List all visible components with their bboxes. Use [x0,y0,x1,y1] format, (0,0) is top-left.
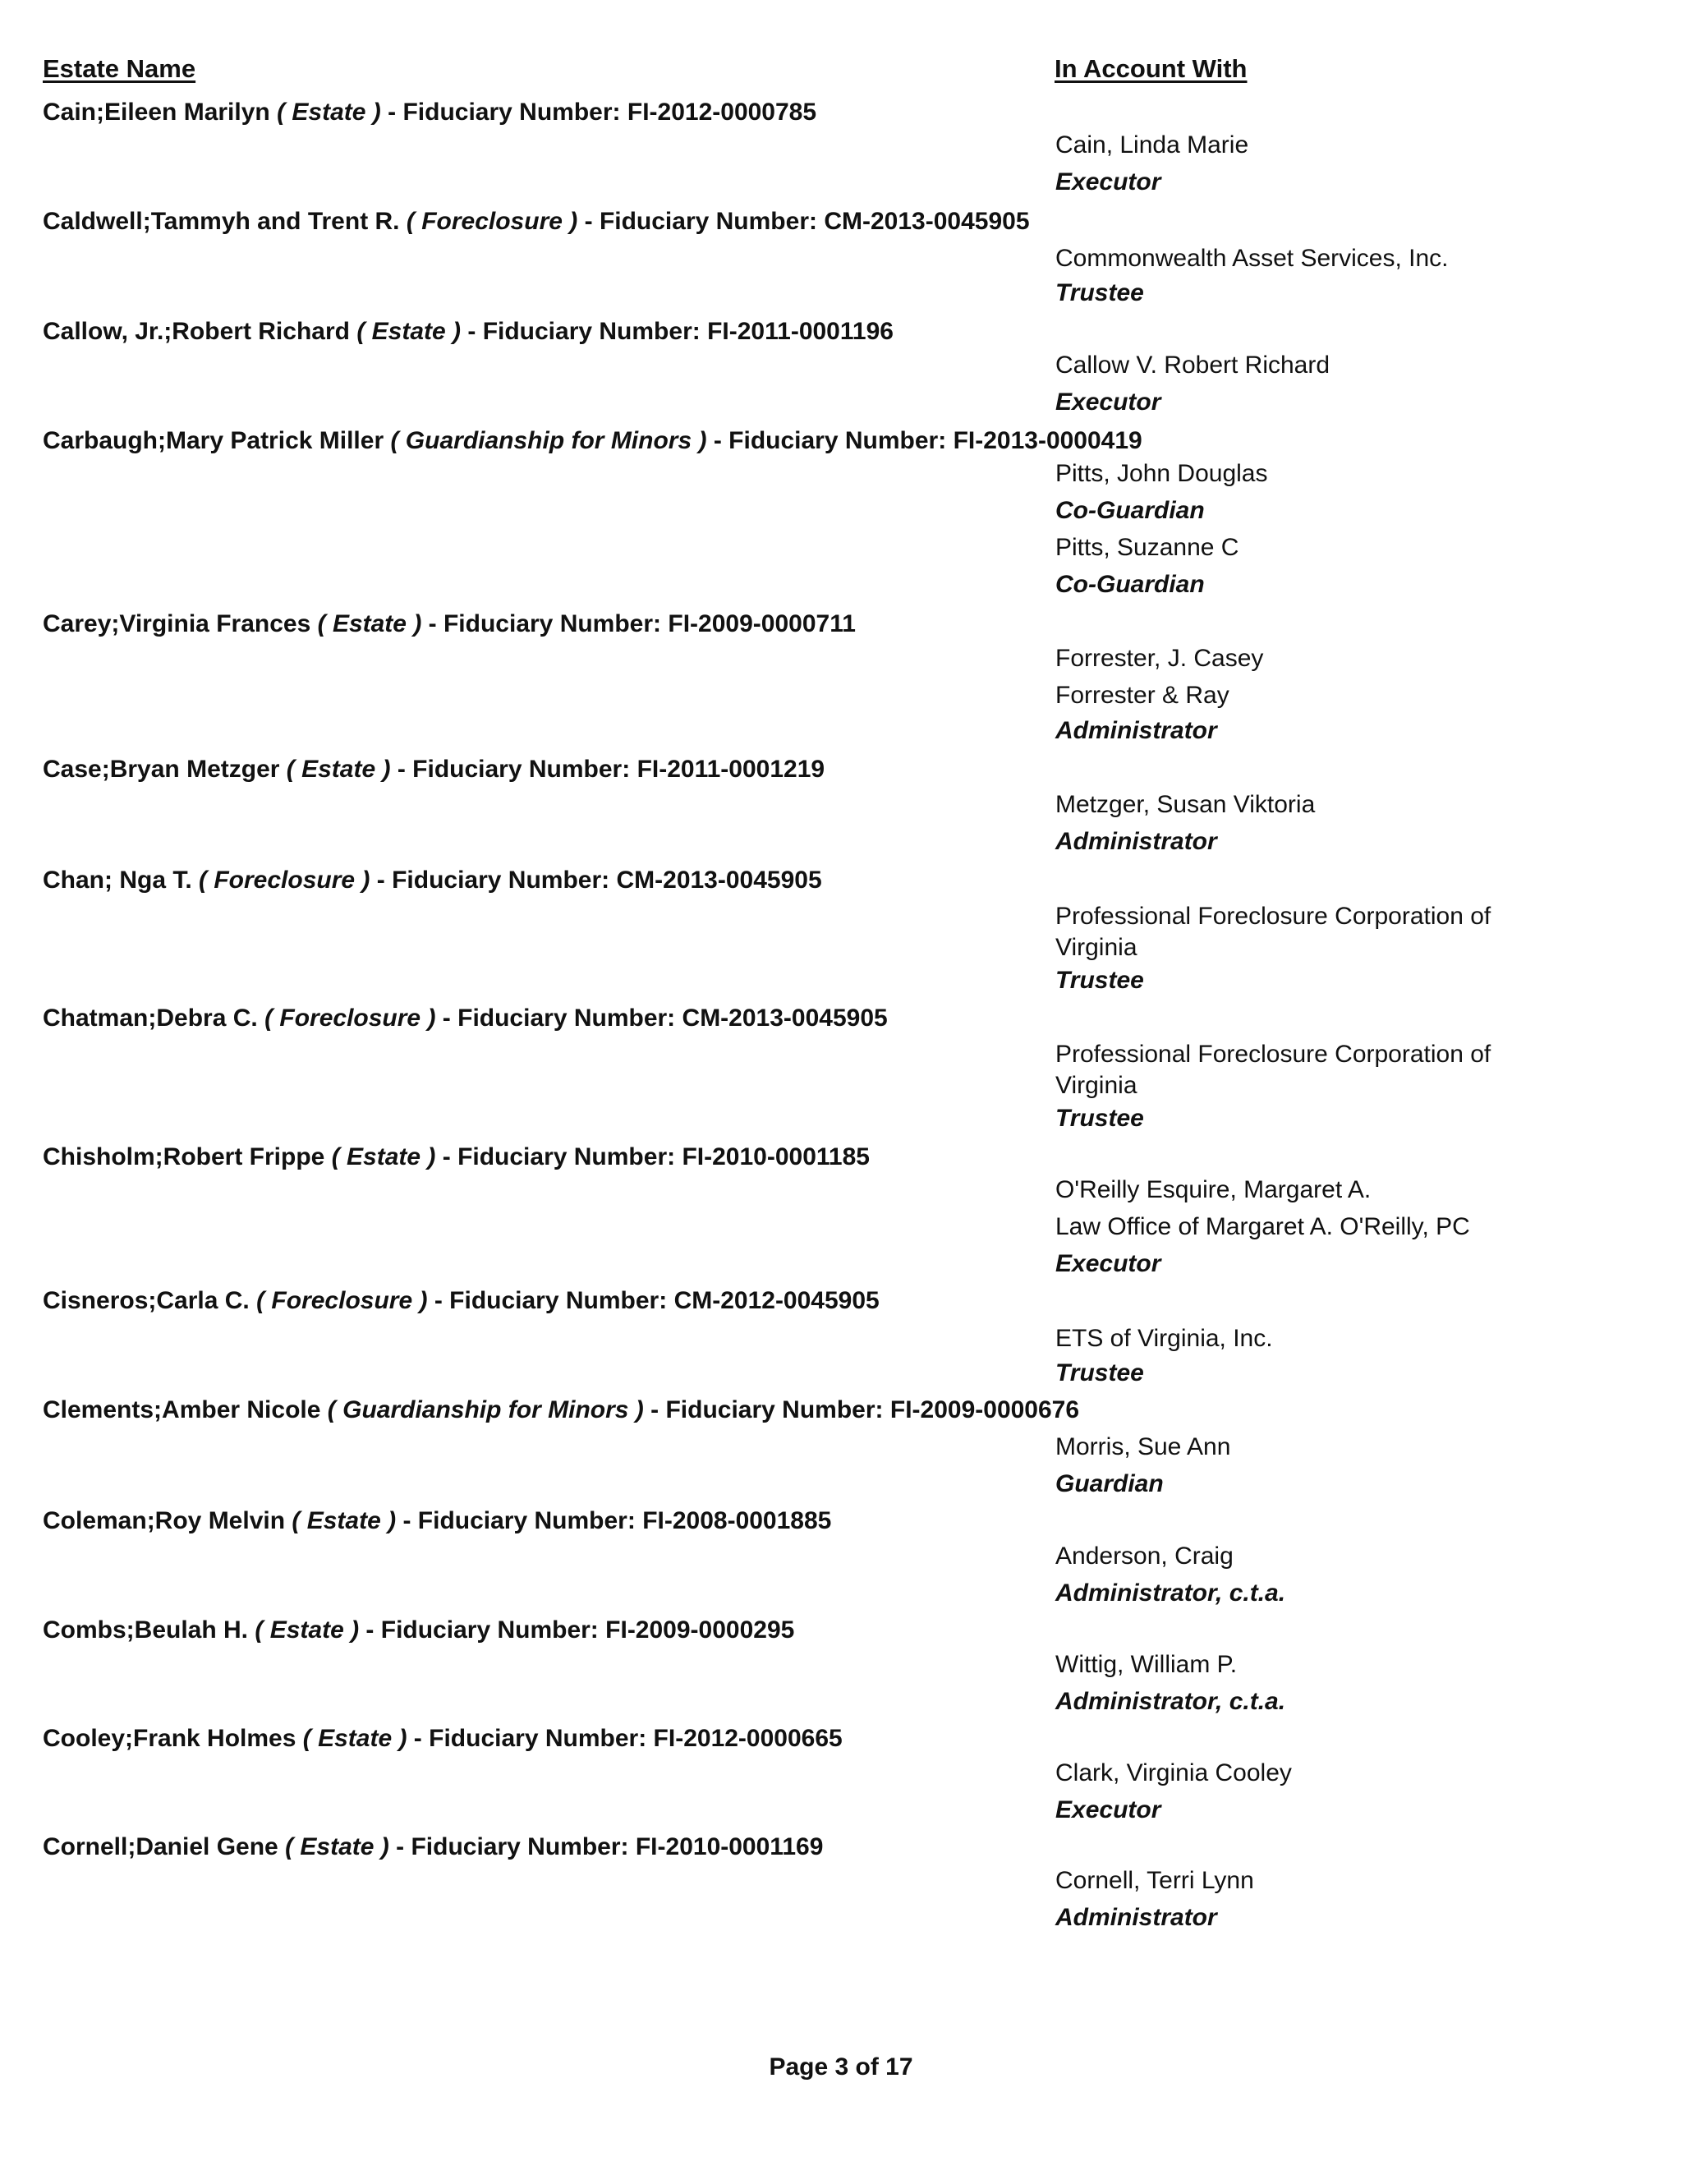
fiduciary-role: Executor [1055,1796,1161,1823]
fiduciary-number: FI-2009-0000676 [889,1396,1080,1423]
entry-line: Clements;Amber Nicole ( Guardianship for Minors ) - Fiduciary Number: FI-2009-0000676 [43,1396,1080,1423]
entry-line: Chatman;Debra C. ( Foreclosure ) - Fiduciary Number: CM-2013-0045905 [43,1005,888,1032]
entry-line: Carbaugh;Mary Patrick Miller ( Guardianship for Minors ) - Fiduciary Number: FI-2013-0000419 [43,427,1142,454]
fiduciary-number: FI-2009-0000295 [605,1616,795,1644]
entry-line: Cain;Eileen Marilyn ( Estate ) - Fiduciary Number: FI-2012-0000785 [43,99,817,126]
estate-type: ( Estate ) [285,1833,389,1860]
account-holder: Forrester, J. Casey [1055,645,1264,672]
fiduciary-label: Fiduciary Number: [443,610,662,637]
fiduciary-label: Fiduciary Number: [417,1507,636,1534]
account-holder: O'Reilly Esquire, Margaret A. [1055,1176,1372,1203]
account-holder: Cain, Linda Marie [1055,131,1249,159]
estate-type: ( Estate ) [255,1616,360,1644]
entry-line: Cornell;Daniel Gene ( Estate ) - Fiduciary Number: FI-2010-0001169 [43,1833,824,1860]
fiduciary-role: Executor [1055,389,1161,416]
fiduciary-number: FI-2011-0001196 [707,318,894,345]
entry-line: Cooley;Frank Holmes ( Estate ) - Fiduciary Number: FI-2012-0000665 [43,1725,843,1752]
fiduciary-role: Co-Guardian [1055,497,1205,524]
account-holder: Pitts, John Douglas [1055,460,1268,487]
fiduciary-number: FI-2012-0000665 [653,1725,843,1752]
fiduciary-role: Guardian [1055,1470,1164,1497]
entry-line: Cisneros;Carla C. ( Foreclosure ) - Fiduciary Number: CM-2012-0045905 [43,1287,880,1314]
estate-name: Clements;Amber Nicole [43,1396,321,1423]
fiduciary-number: FI-2012-0000785 [627,99,817,126]
estate-name: Carey;Virginia Frances [43,610,311,637]
estate-name: Caldwell;Tammyh and Trent R. [43,208,400,235]
account-holder: ETS of Virginia, Inc. [1055,1325,1273,1352]
account-holder: Metzger, Susan Viktoria [1055,791,1316,818]
fiduciary-label: Fiduciary Number: [402,99,621,126]
entry-line: Callow, Jr.;Robert Richard ( Estate ) - Fiduciary Number: FI-2011-0001196 [43,318,894,345]
fiduciary-role: Administrator, c.t.a. [1055,1579,1286,1607]
estate-type: ( Foreclosure ) [406,208,578,235]
estate-type: ( Foreclosure ) [264,1005,436,1032]
fiduciary-role: Trustee [1055,967,1144,994]
fiduciary-label: Fiduciary Number: [411,1833,629,1860]
entry-line: Chan; Nga T. ( Foreclosure ) - Fiduciary Number: CM-2013-0045905 [43,867,822,894]
fiduciary-number: CM-2013-0045905 [616,867,822,894]
estate-type: ( Estate ) [302,1725,407,1752]
fiduciary-role: Administrator [1055,717,1217,744]
account-holder: Cornell, Terri Lynn [1055,1867,1254,1894]
entry-line: Chisholm;Robert Frippe ( Estate ) - Fiduciary Number: FI-2010-0001185 [43,1143,870,1170]
fiduciary-label: Fiduciary Number: [482,318,701,345]
entry-line: Caldwell;Tammyh and Trent R. ( Foreclosure ) - Fiduciary Number: CM-2013-0045905 [43,208,1030,235]
fiduciary-label: Fiduciary Number: [429,1725,647,1752]
fiduciary-number: FI-2008-0001885 [642,1507,832,1534]
estate-name: Cain;Eileen Marilyn [43,99,270,126]
estate-type: ( Estate ) [286,756,391,783]
fiduciary-number: FI-2013-0000419 [953,427,1142,454]
fiduciary-label: Fiduciary Number: [457,1143,676,1170]
fiduciary-role: Administrator [1055,1904,1217,1931]
account-holder: Pitts, Suzanne C [1055,534,1239,561]
estate-type: ( Estate ) [331,1143,436,1170]
estate-name: Chatman;Debra C. [43,1005,258,1032]
estate-type: ( Guardianship for Minors ) [327,1396,644,1423]
fiduciary-number: FI-2011-0001219 [636,756,825,783]
estate-name: Cooley;Frank Holmes [43,1725,296,1752]
fiduciary-label: Fiduciary Number: [457,1005,676,1032]
estate-name: Callow, Jr.;Robert Richard [43,318,350,345]
entry-line: Carey;Virginia Frances ( Estate ) - Fiduciary Number: FI-2009-0000711 [43,610,856,637]
fiduciary-number: CM-2012-0045905 [673,1287,880,1314]
account-holder: Morris, Sue Ann [1055,1433,1231,1460]
fiduciary-role: Executor [1055,168,1161,195]
estate-type: ( Estate ) [292,1507,397,1534]
fiduciary-label: Fiduciary Number: [728,427,947,454]
estate-name: Combs;Beulah H. [43,1616,249,1644]
fiduciary-role: Trustee [1055,279,1144,306]
account-holder: Law Office of Margaret A. O'Reilly, PC [1055,1213,1470,1240]
estate-type: ( Guardianship for Minors ) [390,427,707,454]
fiduciary-role: Administrator [1055,828,1217,855]
entry-line: Coleman;Roy Melvin ( Estate ) - Fiduciary Number: FI-2008-0001885 [43,1507,832,1534]
estate-name: Chisholm;Robert Frippe [43,1143,325,1170]
account-holder: Professional Foreclosure Corporation of Virginia [1055,903,1491,961]
in-account-with-header: In Account With [1055,54,1248,83]
fiduciary-number: FI-2010-0001185 [682,1143,870,1170]
estate-type: ( Foreclosure ) [199,867,370,894]
estate-name: Cornell;Daniel Gene [43,1833,278,1860]
account-holder: Clark, Virginia Cooley [1055,1759,1292,1786]
account-holder: Commonwealth Asset Services, Inc. [1055,245,1449,272]
account-holder: Callow V. Robert Richard [1055,352,1330,379]
estate-type: ( Estate ) [317,610,422,637]
fiduciary-number: CM-2013-0045905 [682,1005,888,1032]
fiduciary-role: Co-Guardian [1055,571,1205,598]
fiduciary-label: Fiduciary Number: [380,1616,599,1644]
entry-line: Combs;Beulah H. ( Estate ) - Fiduciary Number: FI-2009-0000295 [43,1616,795,1644]
account-holder: Wittig, William P. [1055,1651,1238,1678]
estate-name: Coleman;Roy Melvin [43,1507,286,1534]
fiduciary-label: Fiduciary Number: [665,1396,884,1423]
estate-type: ( Estate ) [356,318,462,345]
account-holder: Professional Foreclosure Corporation of Virginia [1055,1041,1491,1099]
fiduciary-number: FI-2009-0000711 [668,610,856,637]
entry-line: Case;Bryan Metzger ( Estate ) - Fiduciary Number: FI-2011-0001219 [43,756,825,783]
account-holder: Anderson, Craig [1055,1543,1234,1570]
fiduciary-label: Fiduciary Number: [449,1287,668,1314]
fiduciary-number: CM-2013-0045905 [824,208,1030,235]
estate-type: ( Foreclosure ) [256,1287,428,1314]
page-number: Page 3 of 17 [769,2053,913,2081]
estate-name: Cisneros;Carla C. [43,1287,250,1314]
estate-name: Case;Bryan Metzger [43,756,280,783]
fiduciary-label: Fiduciary Number: [412,756,631,783]
estate-name-header: Estate Name [43,54,196,83]
fiduciary-label: Fiduciary Number: [599,208,817,235]
estate-name: Carbaugh;Mary Patrick Miller [43,427,384,454]
estate-name: Chan; Nga T. [43,867,192,894]
fiduciary-role: Executor [1055,1250,1161,1277]
estate-type: ( Estate ) [277,99,381,126]
fiduciary-role: Trustee [1055,1105,1144,1132]
fiduciary-number: FI-2010-0001169 [635,1833,824,1860]
fiduciary-role: Trustee [1055,1359,1144,1386]
fiduciary-role: Administrator, c.t.a. [1055,1688,1286,1715]
fiduciary-label: Fiduciary Number: [392,867,610,894]
account-holder: Forrester & Ray [1055,682,1229,709]
